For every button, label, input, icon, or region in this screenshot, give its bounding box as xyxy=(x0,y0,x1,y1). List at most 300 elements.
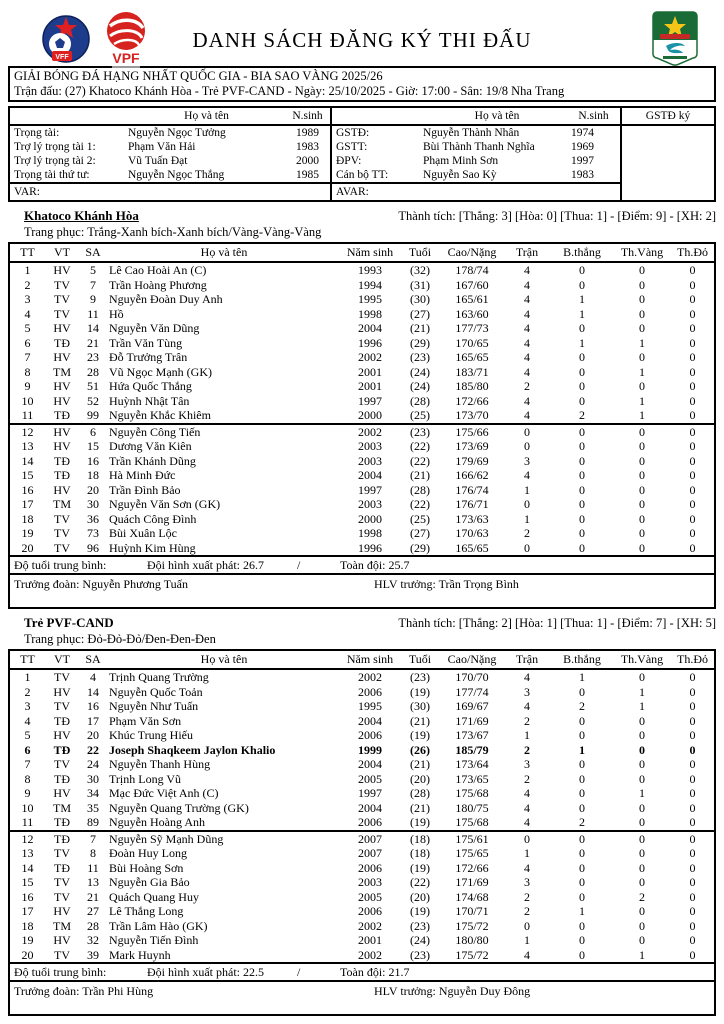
officials-born-header-right: N.sinh xyxy=(578,110,609,122)
player-row xyxy=(9,815,715,831)
player-cell: 21 xyxy=(87,335,99,350)
player-cell: 0 xyxy=(671,424,715,440)
player-cell: 0 xyxy=(639,540,645,555)
player-cell: Lê Cao Hoài An (C) xyxy=(109,263,207,277)
player-row xyxy=(9,292,715,307)
player-cell: 0 xyxy=(613,424,671,440)
column-header: SA xyxy=(79,243,107,262)
player-cell: 2 xyxy=(579,408,585,422)
player-cell: TĐ xyxy=(54,771,70,786)
player-cell: 0 xyxy=(689,889,696,904)
player-cell: 0 xyxy=(639,263,645,277)
player-cell: 2006 xyxy=(358,728,382,742)
player-cell: 0 xyxy=(639,904,645,918)
player-cell: 2 xyxy=(524,713,530,728)
player-cell: 17 xyxy=(21,497,34,511)
player-cell: 2 xyxy=(524,889,530,904)
player-cell: 0 xyxy=(689,482,696,497)
player-cell: 16 xyxy=(87,453,99,468)
player-cell: 0 xyxy=(639,511,645,526)
player-cell: 175/66 xyxy=(441,424,503,440)
column-header: B.thắng xyxy=(551,243,613,262)
player-cell: 9 xyxy=(24,379,31,393)
player-cell: (27) xyxy=(410,306,430,321)
player-cell: 2002 xyxy=(358,670,382,684)
player-cell: 172/66 xyxy=(455,860,489,875)
team-name: Trẻ PVF-CAND xyxy=(24,615,114,630)
team-manager: Trưởng đoàn: Nguyễn Phương Tuấn xyxy=(14,577,188,591)
player-cell: 0 xyxy=(579,875,585,889)
player-cell: 2004 xyxy=(358,468,382,482)
player-cell: 35 xyxy=(87,800,99,815)
player-cell: 173/70 xyxy=(455,408,489,422)
player-cell: 0 xyxy=(639,670,645,684)
player-cell: 3 xyxy=(24,699,31,713)
player-cell: 9 xyxy=(24,786,31,800)
team-kit: Trang phục: Trắng-Xanh bích-Xanh bích/Vàng-Vàng-Vàng xyxy=(24,225,322,239)
player-cell: HV xyxy=(53,933,71,947)
player-cell: 0 xyxy=(689,933,696,947)
player-cell: (19) xyxy=(410,904,430,918)
player-cell: 1993 xyxy=(358,263,382,277)
player-cell: 0 xyxy=(639,933,645,947)
player-cell: 0 xyxy=(579,468,585,482)
player-cell: 5 xyxy=(90,263,96,277)
player-cell: 2004 xyxy=(358,321,382,335)
player-cell: Huỳnh Kim Hùng xyxy=(109,540,196,555)
player-cell: 13 xyxy=(21,846,34,860)
player-cell: HV xyxy=(53,263,71,277)
player-cell: 0 xyxy=(689,728,696,742)
player-cell: TĐ xyxy=(54,860,70,875)
player-row xyxy=(9,861,715,876)
player-cell: Bùi Xuân Lộc xyxy=(109,526,177,540)
player-cell: 0 xyxy=(689,292,696,306)
player-cell: 2001 xyxy=(358,379,382,393)
player-cell: Nguyễn Công Tiến xyxy=(107,424,341,440)
player-cell: Huỳnh Nhật Tân xyxy=(109,393,190,408)
player-cell: 2005 xyxy=(358,889,382,904)
player-cell: 170/70 xyxy=(455,670,489,684)
player-cell: 5 xyxy=(24,321,31,335)
player-cell: Nguyễn Văn Dũng xyxy=(109,321,200,335)
player-cell: 165/65 xyxy=(455,350,489,364)
player-cell: 8 xyxy=(90,846,96,860)
official-row: Trợ lý trọng tài 1: Phạm Văn Hải 1983 GSTT: Bùi Thành Thanh Nghĩa 1969 xyxy=(14,141,594,153)
player-cell: 0 xyxy=(639,453,645,468)
team-section-home xyxy=(8,208,716,609)
player-cell: Hứa Quốc Thắng xyxy=(109,379,192,393)
player-cell: Nguyễn Đoàn Duy Anh xyxy=(109,292,223,306)
player-cell: 4 xyxy=(524,670,530,684)
player-cell: TV xyxy=(54,699,70,713)
player-cell: 0 xyxy=(639,728,645,742)
player-cell: 2003 xyxy=(358,875,382,889)
player-cell: TV xyxy=(54,875,70,889)
player-cell: 173/64 xyxy=(455,757,489,771)
player-cell: (32) xyxy=(410,263,430,277)
player-row xyxy=(9,890,715,905)
player-cell: 2004 xyxy=(358,800,382,815)
player-cell: 0 xyxy=(579,933,585,947)
match-info: Trận đấu: (27) Khatoco Khánh Hòa - Trẻ PVF-CAND - Ngày: 25/10/2025 - Giờ: 17:00 - Sân: 19/8 Nha Trang xyxy=(14,84,565,98)
player-cell: 2002 xyxy=(358,350,382,364)
player-cell: HV xyxy=(53,321,71,335)
player-cell: 2003 xyxy=(358,497,382,511)
player-cell: 2002 xyxy=(358,918,382,933)
player-cell: (20) xyxy=(410,771,430,786)
players-table-home xyxy=(8,242,716,609)
player-cell: 0 xyxy=(639,771,645,786)
player-cell: 175/65 xyxy=(455,846,489,860)
player-cell: 1999 xyxy=(358,742,382,757)
head-coach: HLV trưởng: Nguyễn Duy Đông xyxy=(374,984,531,998)
player-row xyxy=(9,919,715,934)
player-cell: 0 xyxy=(639,379,645,393)
player-cell: TV xyxy=(54,889,70,904)
player-cell: 0 xyxy=(689,860,696,875)
player-cell: 1 xyxy=(639,364,645,379)
player-cell: 13 xyxy=(87,875,99,889)
player-row xyxy=(9,365,715,380)
player-cell: 73 xyxy=(87,526,99,540)
column-header: TT xyxy=(9,650,45,669)
officials-name-header: Họ và tên xyxy=(184,110,229,122)
player-cell: TV xyxy=(54,757,70,771)
column-header: Họ và tên xyxy=(107,243,341,262)
player-cell: (29) xyxy=(410,335,430,350)
player-cell: 173/69 xyxy=(455,439,489,453)
player-cell: 1 xyxy=(639,408,645,422)
player-cell: (19) xyxy=(410,728,430,742)
team-record: Thành tích: [Thắng: 3] [Hòa: 0] [Thua: 1] - [Điểm: 9] - [XH: 2] xyxy=(398,209,716,223)
column-header: B.thắng xyxy=(551,650,613,669)
player-cell: Nguyễn Quang Trường (GK) xyxy=(109,800,249,815)
player-cell: 0 xyxy=(551,831,613,847)
player-cell: 2005 xyxy=(358,771,382,786)
player-cell: Nguyễn Văn Sơn (GK) xyxy=(109,497,221,511)
player-cell: 3 xyxy=(524,757,530,771)
player-cell: TV xyxy=(54,277,70,292)
player-cell: 174/68 xyxy=(455,889,489,904)
player-cell: TĐ xyxy=(45,831,79,847)
column-header: TT xyxy=(9,243,45,262)
player-cell: 1994 xyxy=(358,277,382,292)
player-cell: 0 xyxy=(579,379,585,393)
player-cell: TV xyxy=(54,511,70,526)
player-cell: 0 xyxy=(639,321,645,335)
player-cell: (18) xyxy=(399,831,441,847)
player-cell: 0 xyxy=(579,684,585,699)
officials-born-header: N.sinh xyxy=(292,110,323,122)
player-cell: 2006 xyxy=(358,684,382,699)
player-cell: 3 xyxy=(24,292,31,306)
player-cell: 1 xyxy=(579,742,585,757)
player-cell: 1 xyxy=(579,904,585,918)
player-cell: 170/71 xyxy=(455,904,489,918)
player-cell: 12 xyxy=(9,831,45,847)
avg-age-row xyxy=(9,963,715,981)
player-cell: 0 xyxy=(689,453,696,468)
player-cell: 0 xyxy=(579,889,585,904)
player-row xyxy=(9,948,715,964)
player-cell: 0 xyxy=(639,306,645,321)
sign-column-header: GSTĐ ký xyxy=(622,108,714,126)
player-cell: (20) xyxy=(410,889,430,904)
player-row xyxy=(9,454,715,469)
player-row xyxy=(9,439,715,454)
player-cell: TV xyxy=(54,526,70,540)
player-cell: 2000 xyxy=(358,408,382,422)
team-header xyxy=(24,615,716,631)
player-cell: 1 xyxy=(579,306,585,321)
player-cell: 1997 xyxy=(358,482,382,497)
player-cell: TĐ xyxy=(54,453,70,468)
player-cell: 2 xyxy=(524,742,530,757)
player-cell: 19 xyxy=(21,526,34,540)
player-cell: (23) xyxy=(410,350,430,364)
player-cell: 0 xyxy=(689,846,696,860)
player-cell: 0 xyxy=(689,684,696,699)
player-row xyxy=(9,714,715,729)
player-cell: 0 xyxy=(613,831,671,847)
player-cell: TĐ xyxy=(54,408,70,422)
var-label: VAR: xyxy=(14,186,40,198)
player-cell: 173/67 xyxy=(455,728,489,742)
player-cell: 176/71 xyxy=(455,497,489,511)
player-cell: 1 xyxy=(639,947,645,962)
avg-age-label: Độ tuổi trung bình: xyxy=(14,558,107,572)
player-cell: (21) xyxy=(410,713,430,728)
player-cell: 1998 xyxy=(358,306,382,321)
player-cell: Nguyễn Khắc Khiêm xyxy=(109,408,211,422)
column-header: Cao/Nặng xyxy=(441,650,503,669)
player-cell: TV xyxy=(54,292,70,306)
player-cell: 2003 xyxy=(358,453,382,468)
player-cell: 4 xyxy=(24,306,31,321)
player-row xyxy=(9,483,715,498)
player-cell: 0 xyxy=(579,771,585,786)
player-row xyxy=(9,278,715,293)
player-cell: 10 xyxy=(21,800,34,815)
column-header: SA xyxy=(79,650,107,669)
player-cell: 1 xyxy=(639,684,645,699)
player-row xyxy=(9,786,715,801)
player-cell: 0 xyxy=(579,364,585,379)
official-row: Trọng tài: Nguyễn Ngọc Tưởng 1989 GSTĐ: Nguyễn Thành Nhân 1974 xyxy=(14,127,594,139)
player-cell: (23) xyxy=(399,424,441,440)
player-cell: 183/71 xyxy=(455,364,489,379)
player-cell: 0 xyxy=(579,800,585,815)
player-cell: 2 xyxy=(24,277,31,292)
player-cell: (21) xyxy=(410,800,430,815)
player-row xyxy=(9,336,715,351)
player-cell: 0 xyxy=(689,306,696,321)
player-cell: TV xyxy=(54,670,70,684)
player-cell: 99 xyxy=(87,408,99,422)
player-cell: (22) xyxy=(410,875,430,889)
tournament-name: GIẢI BÓNG ĐÁ HẠNG NHẤT QUỐC GIA - BIA SAO VÀNG 2025/26 xyxy=(14,69,383,83)
player-cell: 14 xyxy=(87,321,99,335)
player-cell: 20 xyxy=(87,728,99,742)
player-cell: 170/63 xyxy=(455,526,489,540)
player-cell: HV xyxy=(53,684,71,699)
player-cell: 7 xyxy=(79,831,107,847)
player-cell: 0 xyxy=(579,453,585,468)
player-cell: Quách Quang Huy xyxy=(109,889,199,904)
player-cell: HV xyxy=(53,728,71,742)
player-cell: (25) xyxy=(410,511,430,526)
var-row xyxy=(10,182,620,200)
player-cell: 20 xyxy=(21,947,34,962)
player-cell: 2006 xyxy=(358,860,382,875)
avg-start-value: Đội hình xuất phát: 26.7 xyxy=(147,558,264,572)
player-cell: HV xyxy=(53,439,71,453)
player-cell: (26) xyxy=(410,742,430,757)
player-cell: 2 xyxy=(579,815,585,829)
player-cell: (30) xyxy=(410,292,430,306)
player-cell: 12 xyxy=(9,424,45,440)
player-cell: 2 xyxy=(524,904,530,918)
player-cell: 6 xyxy=(24,742,31,757)
team-manager: Trưởng đoàn: Trần Phi Hùng xyxy=(14,984,154,998)
column-header: Họ và tên xyxy=(107,650,341,669)
player-cell: 52 xyxy=(87,393,99,408)
player-cell: 0 xyxy=(579,728,585,742)
player-cell: 177/73 xyxy=(455,321,489,335)
player-cell: 28 xyxy=(87,364,99,379)
player-cell: 34 xyxy=(87,786,99,800)
player-cell: 1 xyxy=(579,670,585,684)
svg-text:VFF: VFF xyxy=(55,54,69,61)
column-header: Cao/Nặng xyxy=(441,243,503,262)
player-cell: 30 xyxy=(87,497,99,511)
player-cell: (27) xyxy=(410,526,430,540)
player-cell: TM xyxy=(53,364,71,379)
avg-age-row xyxy=(9,556,715,574)
player-cell: 0 xyxy=(689,699,696,713)
player-cell: 0 xyxy=(689,439,696,453)
avg-separator: / xyxy=(297,965,301,979)
player-cell: 17 xyxy=(87,713,99,728)
player-cell: TĐ xyxy=(54,815,70,829)
player-cell: 3 xyxy=(524,875,530,889)
column-header: Th.Vàng xyxy=(613,650,671,669)
player-cell: 4 xyxy=(524,860,530,875)
column-header: Trận xyxy=(503,650,551,669)
player-cell: 0 xyxy=(639,800,645,815)
player-cell: 15 xyxy=(87,439,99,453)
player-cell: Trần Văn Tùng xyxy=(109,335,183,350)
player-cell: 0 xyxy=(689,786,696,800)
player-cell: 0 xyxy=(689,757,696,771)
player-cell: Bùi Hoàng Sơn xyxy=(109,860,184,875)
player-cell: 7 xyxy=(90,277,96,292)
vpf-logo xyxy=(98,10,154,70)
player-cell: 51 xyxy=(87,379,99,393)
player-cell: 2001 xyxy=(358,364,382,379)
player-row xyxy=(9,743,715,758)
player-cell: 1996 xyxy=(358,335,382,350)
player-cell: 180/75 xyxy=(455,800,489,815)
staff-row xyxy=(9,574,715,608)
referee-sign-column xyxy=(620,108,714,200)
player-cell: 4 xyxy=(24,713,31,728)
player-cell: 19 xyxy=(21,933,34,947)
player-cell: 4 xyxy=(524,292,530,306)
player-cell: (25) xyxy=(410,408,430,422)
official-row: Trợ lý trọng tài 2: Vũ Tuấn Đạt 2000 ĐPV: Phạm Minh Sơn 1997 xyxy=(14,155,594,167)
player-cell: (21) xyxy=(410,468,430,482)
player-cell: 0 xyxy=(524,497,530,511)
player-cell: TĐ xyxy=(53,742,71,757)
player-cell: 15 xyxy=(21,468,34,482)
player-cell: 24 xyxy=(87,757,99,771)
player-row xyxy=(9,497,715,512)
player-cell: Nguyễn Hoàng Anh xyxy=(109,815,205,829)
avg-age-label: Độ tuổi trung bình: xyxy=(14,965,107,979)
player-cell: 0 xyxy=(579,918,585,933)
player-cell: 17 xyxy=(21,904,34,918)
player-cell: 4 xyxy=(524,393,530,408)
player-cell: 0 xyxy=(639,277,645,292)
player-cell: Trịnh Long Vũ xyxy=(109,771,182,786)
player-cell: Trịnh Quang Trường xyxy=(109,670,209,684)
player-row xyxy=(9,728,715,743)
player-cell: 0 xyxy=(689,771,696,786)
avg-total-value: Toàn đội: 21.7 xyxy=(340,965,410,979)
player-cell: 1 xyxy=(579,292,585,306)
player-cell: 0 xyxy=(639,526,645,540)
player-cell: 2006 xyxy=(358,904,382,918)
player-cell: 2 xyxy=(524,771,530,786)
player-cell: 0 xyxy=(639,713,645,728)
player-cell: Nguyễn Như Tuấn xyxy=(109,699,199,713)
player-row xyxy=(9,831,715,847)
player-cell: 18 xyxy=(21,918,34,933)
player-cell: 0 xyxy=(689,277,696,292)
player-row xyxy=(9,772,715,787)
player-cell: HV xyxy=(53,393,71,408)
player-cell: 0 xyxy=(579,497,585,511)
player-cell: Nguyễn Sỹ Mạnh Dũng xyxy=(107,831,341,847)
staff-row xyxy=(9,981,715,1015)
player-cell: Hà Minh Đức xyxy=(109,468,176,482)
team-record: Thành tích: [Thắng: 2] [Hòa: 1] [Thua: 1] - [Điểm: 7] - [XH: 5] xyxy=(398,616,716,630)
player-cell: 0 xyxy=(579,350,585,364)
player-cell: 175/68 xyxy=(455,815,489,829)
vff-logo xyxy=(38,13,94,67)
player-cell: (28) xyxy=(410,393,430,408)
team-kit: Trang phục: Đỏ-Đỏ-Đỏ/Đen-Đen-Đen xyxy=(24,632,216,646)
player-cell: 2 xyxy=(579,699,585,713)
player-cell: 4 xyxy=(524,364,530,379)
player-cell: TM xyxy=(53,918,71,933)
player-cell: Hồ xyxy=(109,306,124,321)
player-cell: HV xyxy=(53,482,71,497)
player-cell: (21) xyxy=(410,321,430,335)
player-cell: 0 xyxy=(524,439,530,453)
player-cell: 163/60 xyxy=(455,306,489,321)
player-cell: 171/69 xyxy=(455,713,489,728)
tournament-box xyxy=(8,66,716,102)
player-cell: TV xyxy=(54,947,70,962)
players-header-row xyxy=(9,650,715,669)
player-cell: 8 xyxy=(24,364,31,379)
player-cell: Nguyễn Tiến Đình xyxy=(109,933,199,947)
player-cell: 2007 xyxy=(341,831,399,847)
team-section-away xyxy=(8,615,716,1016)
